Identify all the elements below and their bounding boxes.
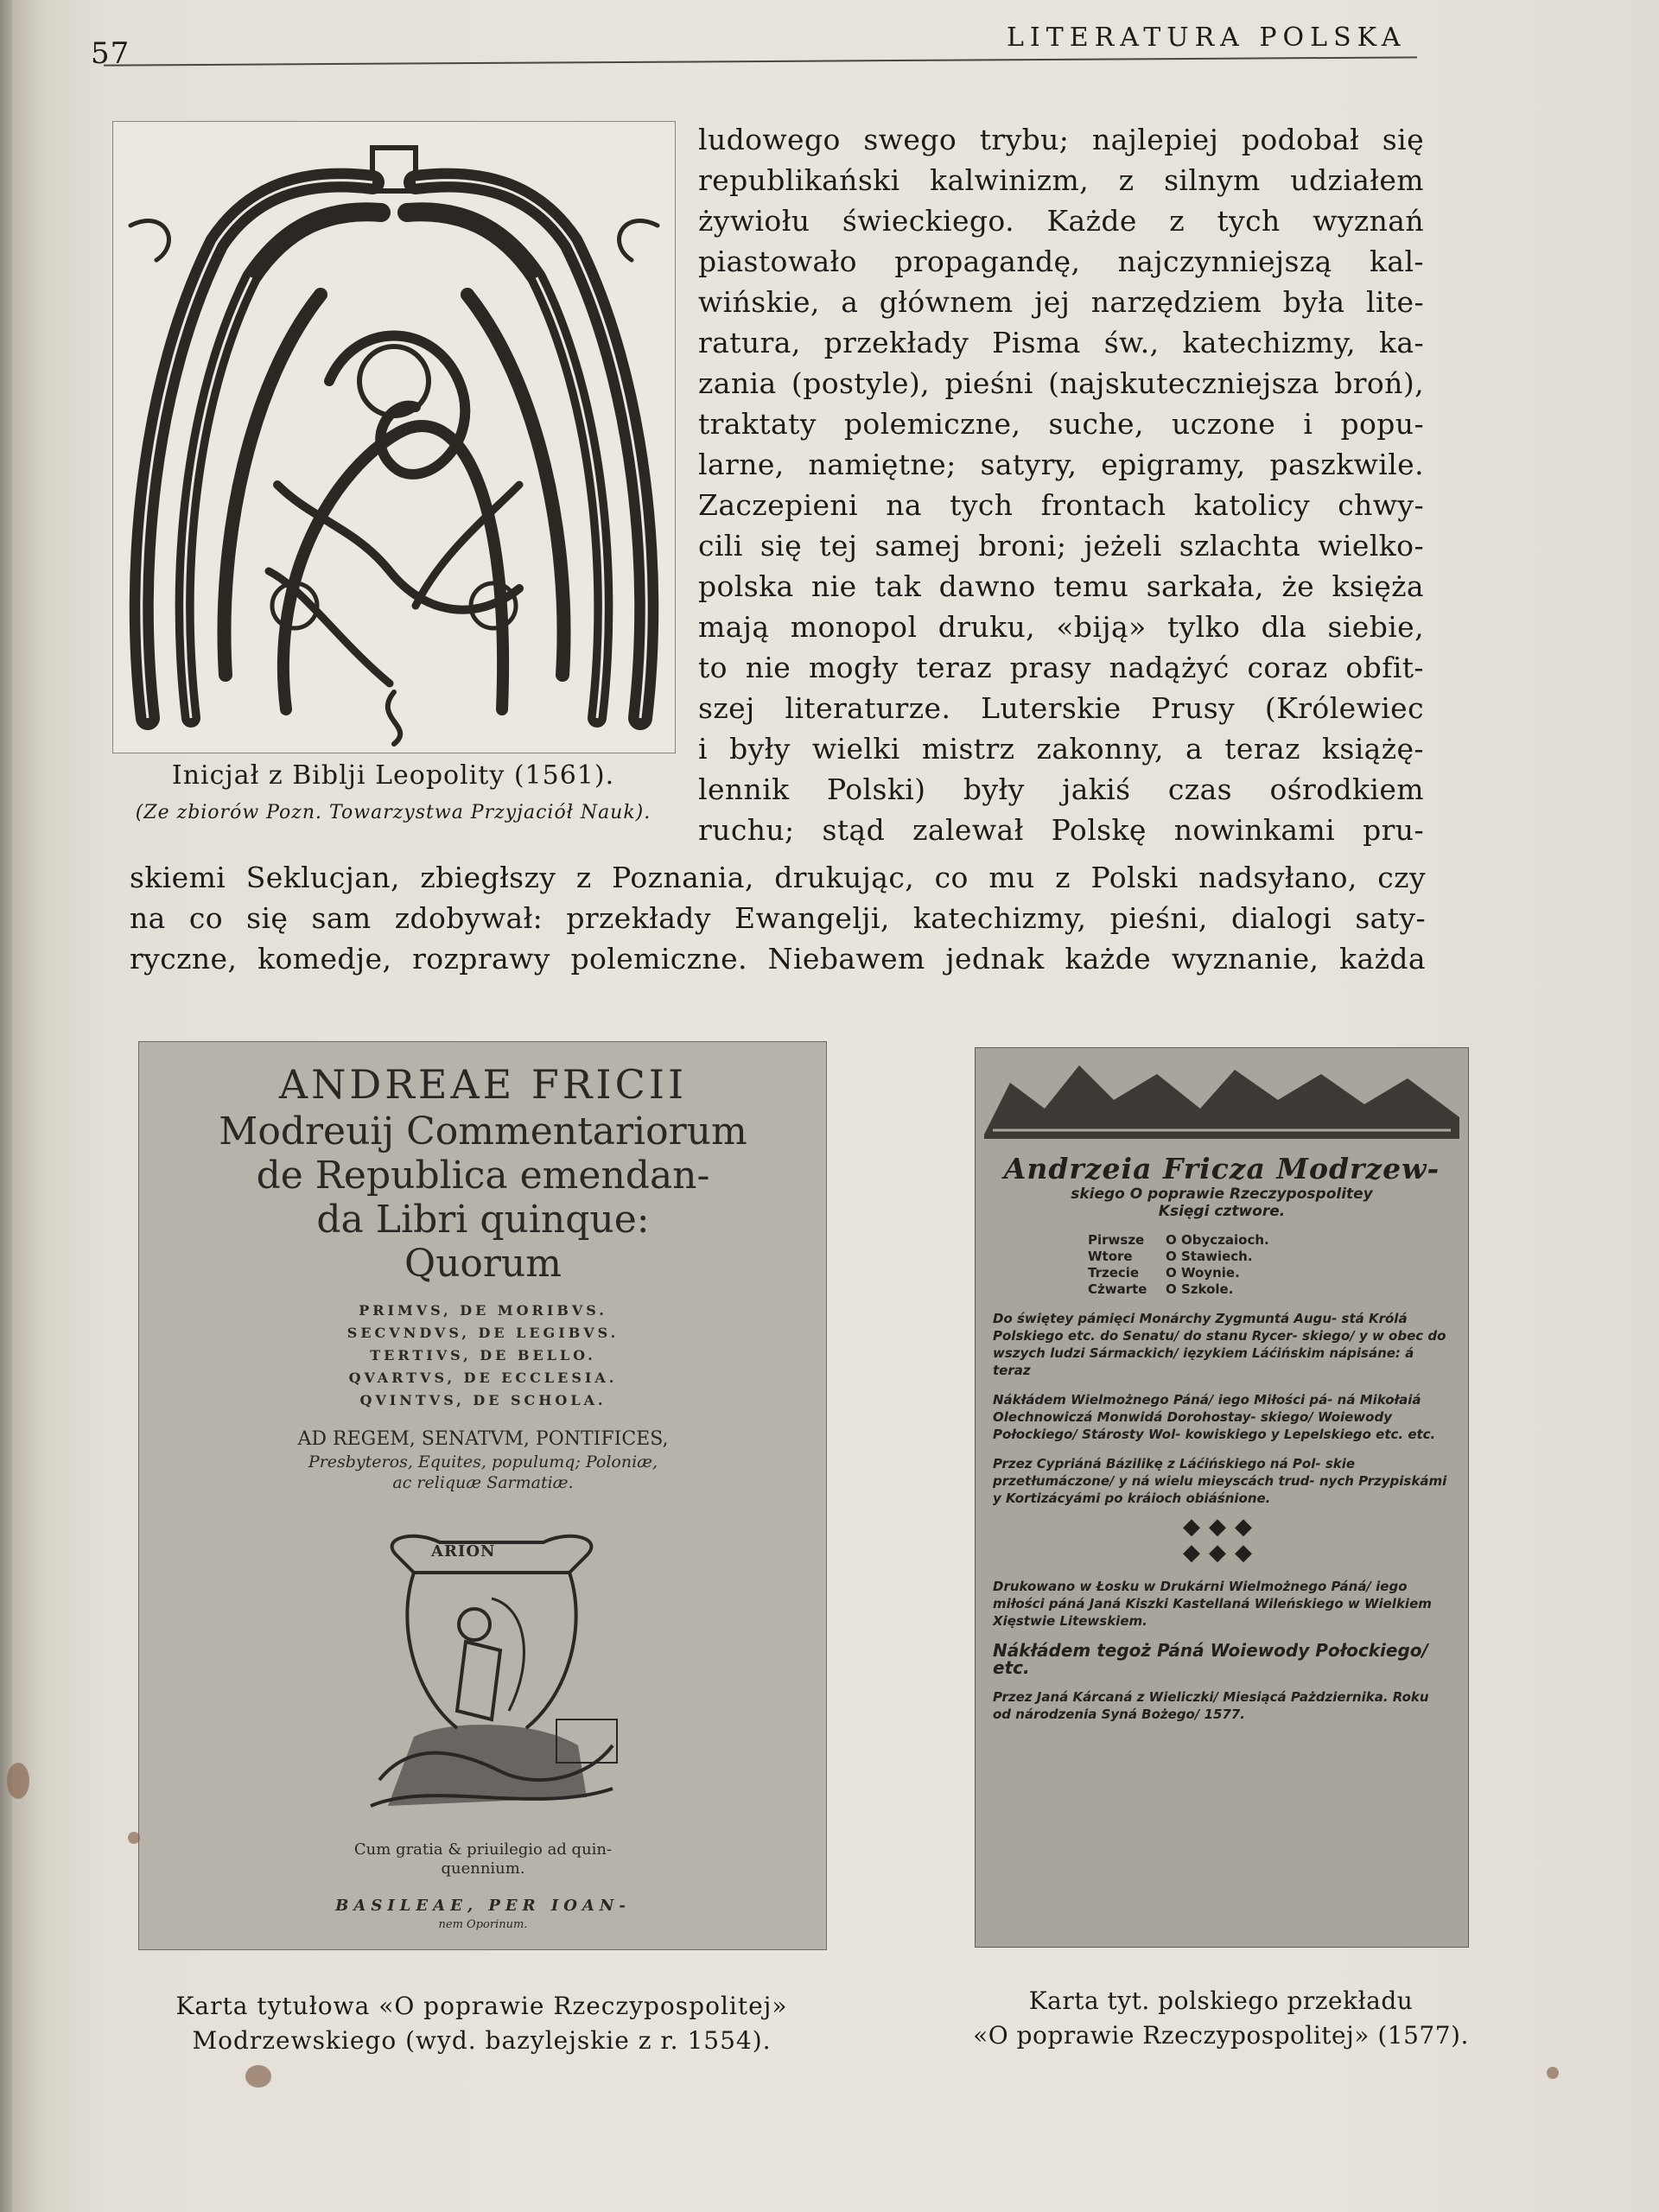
latin-title-line: Quorum <box>404 1242 562 1286</box>
text-line: larne, namiętne; satyry, epigramy, paszkwile. <box>698 448 1424 481</box>
polish-title-caption <box>957 1984 1484 2053</box>
text-line: polska nie tak dawno temu sarkała, że księża <box>698 569 1424 603</box>
body-text-column <box>698 119 1424 850</box>
text-line: ryczne, komedje, rozprawy polemiczne. Niebawem jednak każde wyznanie, każda <box>130 942 1426 976</box>
book-ordinal: Wtore <box>1088 1249 1133 1264</box>
text-line: szej literaturze. Luterskie Prusy (Królewiec <box>698 691 1424 725</box>
initial-caption: Inicjał z Biblji Leopolity (1561). <box>171 760 615 791</box>
latin-book-line: SECVNDVS, DE LEGIBVS. <box>346 1325 620 1341</box>
text-line: i były wielki mistrz zakonny, a teraz książę- <box>698 732 1424 766</box>
latin-title-line: de Republica emendan- <box>256 1154 710 1198</box>
latin-title-line: Modreuij Commentariorum <box>219 1109 747 1154</box>
polish-title-line: Księgi cztwore. <box>1158 1203 1286 1220</box>
latin-book-line: QVINTVS, DE SCHOLA. <box>359 1392 607 1408</box>
polish-book-line: Wtore O Stawiech. <box>1088 1249 1253 1264</box>
text-line: piastowało propagandę, najczynniejszą kal- <box>698 245 1424 278</box>
caption-line: Karta tytułowa «O poprawie Rzeczypospolitej» <box>175 1992 788 2020</box>
caption-line: Karta tyt. polskiego przekładu <box>1028 1986 1414 2015</box>
text-line: zania (postyle), pieśni (najskuteczniejsza broń), <box>698 366 1424 400</box>
latin-book-line: TERTIVS, DE BELLO. <box>370 1347 596 1363</box>
text-line: ludowego swego trybu; najlepiej podobał się <box>698 123 1424 156</box>
latin-imprint: nem Oporinum. <box>438 1918 528 1931</box>
polish-title-page-image <box>975 1047 1469 1948</box>
polish-book-line: Cżwarte O Szkole. <box>1088 1281 1234 1297</box>
text-line: cili się tej samej broni; jeżeli szlachta wielko- <box>698 529 1424 563</box>
text-line: żywiołu świeckiego. Każde z tych wyznań <box>698 204 1424 238</box>
initial-caption-source: (Ze zbiorów Pozn. Towarzystwa Przyjaciół Nauk). <box>135 802 652 823</box>
book-topic: Woynie. <box>1180 1265 1240 1281</box>
latin-book-line: PRIMVS, DE MORIBVS. <box>359 1302 607 1319</box>
latin-title-line: ANDREAE FRICII <box>278 1061 688 1108</box>
foxing-spot <box>7 1763 29 1799</box>
text-line: traktaty polemiczne, suche, uczone i popu- <box>698 407 1424 441</box>
ornament-diamonds: ◆◆◆ ◆◆◆ <box>1183 1514 1261 1566</box>
ornamental-initial-image <box>113 122 675 753</box>
polish-title-line: skiego O poprawie Rzeczypospolitey <box>1071 1185 1373 1203</box>
foxing-spot <box>128 1832 140 1844</box>
initial-letter-woodcut <box>112 121 676 753</box>
text-line: lennik Polski) były jakiś czas ośrodkiem <box>698 772 1424 806</box>
latin-book-line: QVARTVS, DE ECCLESIA. <box>348 1370 618 1386</box>
text-line: na co się sam zdobywał: przekłady Ewangelji, katechizmy, pieśni, dialogi saty- <box>130 901 1426 935</box>
polish-imprint: Przez Janá Kárcaná z Wieliczki/ Miesiącá Pażdziernika. Roku od národzenia Syná Bożego/ 1577. <box>993 1689 1429 1722</box>
latin-dedication: Presbyteros, Equites, populumq; Poloniæ, <box>308 1452 658 1471</box>
text-line: wińskie, a głównem jej narzędziem była lite- <box>698 285 1424 319</box>
printer-device-illustration <box>362 1521 621 1823</box>
book-ordinal: Cżwarte <box>1088 1281 1147 1297</box>
polish-title-line: Andrzeia Fricza Modrzew- <box>1003 1152 1440 1185</box>
polish-patron: Nákłádem Wielmożnego Páná/ iego Miłości pá- ná Mikołaiá Olechnowiczá Monwidá Dorohostay- skiego/ Woiewody Połockiego/ Stárosty Wol- kowiskiego y Lepelskiego etc. etc. <box>993 1392 1436 1442</box>
caption-line: «O poprawie Rzeczypospolitej» (1577). <box>973 2021 1469 2050</box>
text-line: mają monopol druku, «biją» tylko dla siebie, <box>698 610 1424 644</box>
text-line: skiemi Seklucjan, zbiegłszy z Poznania, drukując, co mu z Polski nadsyłano, czy <box>130 861 1426 894</box>
latin-imprint: BASILEAE, PER IOAN- <box>335 1897 631 1915</box>
book-topic: Obyczaioch. <box>1180 1232 1269 1248</box>
polish-printer: Drukowano w Łosku w Drukárni Wielmożnego Páná/ iego miłości páná Janá Kiszki Kastellaná Wileńskiego w Wielkiem Xięstwie Litewskiem. <box>993 1579 1432 1629</box>
latin-dedication: AD REGEM, SENATVM, PONTIFICES, <box>297 1428 669 1450</box>
latin-title-caption <box>138 1989 825 2058</box>
latin-privilege-line: Cum gratia & priuilegio ad quin- <box>353 1840 613 1859</box>
latin-privilege <box>163 1840 803 1878</box>
polish-book-line: Pirwsze O Obyczaioch. <box>1088 1232 1269 1248</box>
polish-cost: Nákłádem tegoż Páná Woiewody Połockiego/ etc. <box>993 1640 1428 1678</box>
polish-book-list <box>1088 1232 1451 1298</box>
polish-dedication: Do świętey pámięci Monárchy Zygmuntá Augu- stá Królá Polskiego etc. do Senatu/ do stanu Rycer- skiego/ y w obec do wszych ludzi Sármackich/ ięzykiem Láćińskim nápisáne: á teraz <box>993 1311 1446 1378</box>
book-topic: Stawiech. <box>1180 1249 1253 1264</box>
text-line: republikański kalwinizm, z silnym udziałem <box>698 163 1424 197</box>
printer-device-label: ARION <box>431 1542 496 1560</box>
latin-privilege-line: quennium. <box>441 1859 525 1878</box>
book-ordinal: Trzecie <box>1088 1265 1140 1281</box>
caption-line: Modrzewskiego (wyd. bazylejskie z r. 1554). <box>192 2026 772 2055</box>
foxing-spot <box>1547 2067 1559 2079</box>
running-title: LITERATURA POLSKA <box>1007 22 1407 53</box>
latin-title-line: da Libri quinque: <box>316 1198 650 1242</box>
text-line: ruchu; stąd zalewał Polskę nowinkami pru- <box>698 813 1424 847</box>
page-number: 57 <box>91 36 130 71</box>
text-line: Zaczepieni na tych frontach katolicy chwy- <box>698 488 1424 522</box>
polish-translator: Przez Cypriáná Bázilikę z Láćińskiego ná Pol- skie przetłumáczone/ y ná wielu mieyscách trud- nych Przypiskámi y Kortizácyámi po kráioch obiáśnione. <box>993 1456 1447 1506</box>
polish-book-line: Trzecie O Woynie. <box>1088 1265 1240 1281</box>
woodcut-header-band <box>976 1048 1468 1143</box>
book-ordinal: Pirwsze <box>1088 1232 1145 1248</box>
book-topic: Szkole. <box>1180 1281 1234 1297</box>
foxing-spot <box>245 2065 271 2088</box>
latin-dedication: ac reliquæ Sarmatiæ. <box>392 1473 574 1492</box>
body-text-full-width <box>130 857 1426 979</box>
text-line: ratura, przekłady Pisma św., katechizmy, ka- <box>698 326 1424 359</box>
latin-title-page-image <box>138 1041 827 1950</box>
text-line: to nie mogły teraz prasy nadążyć coraz obfit- <box>698 651 1424 684</box>
